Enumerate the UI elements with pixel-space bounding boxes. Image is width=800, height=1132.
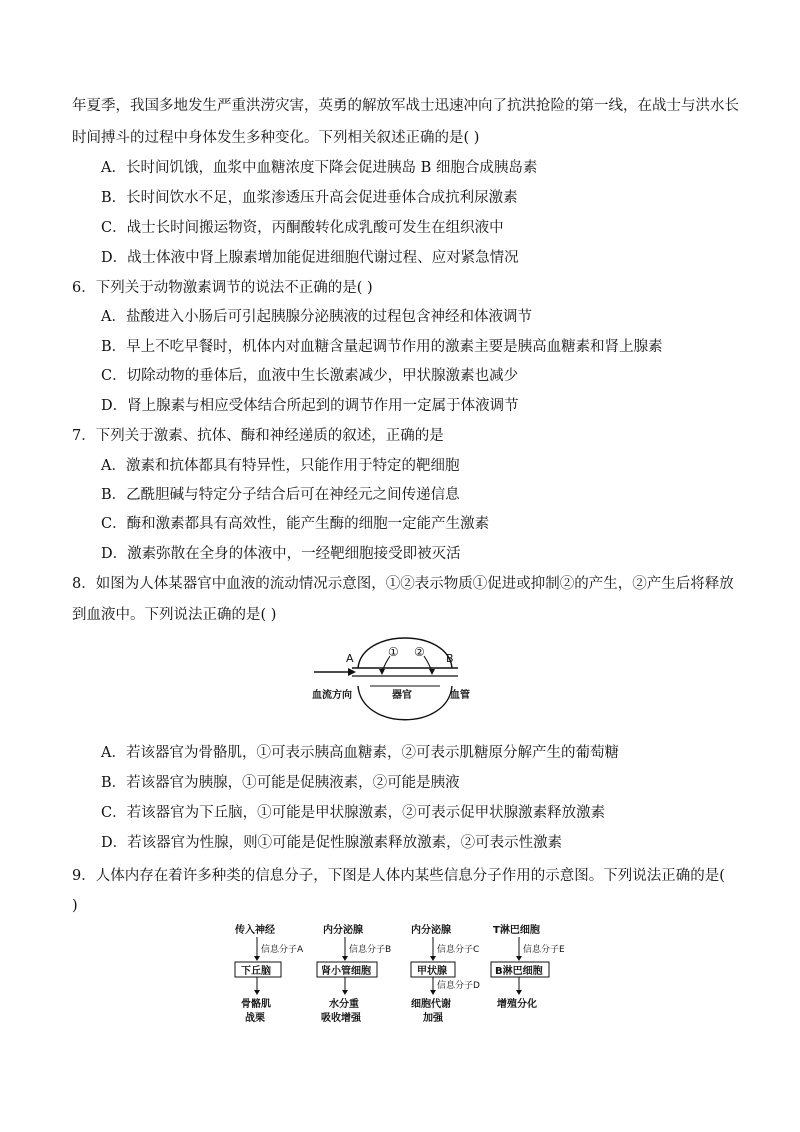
col4-arrowhead-1 [516,956,522,961]
q7-option-a: A．激素和抗体都具有特异性，只能作用于特定的靶细胞 [101,458,460,474]
q7-stem: 7．下列关于激素、抗体、酶和神经递质的叙述，正确的是 [72,428,444,444]
col2-signal: 信息分子B [349,945,392,955]
q5-stem-line2: 时间搏斗的过程中身体发生多种变化。下列相关叙述正确的是( ) [72,130,480,146]
q8-option-d: D．若该器官为性腺，则①可能是促性腺激素释放激素，②可表示性激素 [101,835,563,851]
q9-stem-line2: ) [72,898,78,914]
label-organ: 器官 [392,690,412,701]
col4-effect-line1: 增殖分化 [497,999,537,1010]
col1-target: 下丘脑 [241,966,271,977]
marker-2-arrowhead [429,669,435,675]
q6-option-b: B．早上不吃早餐时，机体内对血糖含量起调节作用的激素主要是胰高血糖素和肾上腺素 [101,339,663,355]
q9-column-3 [411,923,480,1024]
col1-signal: 信息分子A [261,945,304,955]
col3-target: 甲状腺 [417,966,447,977]
marker-2: ② [414,645,425,659]
q9-column-2 [317,923,391,1024]
q5-option-d: D．战士体液中肾上腺素增加能促进细胞代谢过程、应对紧急情况 [101,250,519,266]
label-vessel: 血管 [450,690,470,701]
q9-column-1 [234,923,304,1024]
q7-option-b: B．乙酰胆碱与特定分子结合后可在神经元之间传递信息 [101,487,460,503]
q8-stem-line2: 到血液中。下列说法正确的是( ) [72,607,277,623]
col4-target: B淋巴细胞 [495,966,543,977]
vessel-upper-arc [358,638,452,668]
flow-arrow-head [348,668,356,676]
col1-effect-line2: 战栗 [245,1013,265,1024]
q8-option-b: B．若该器官为胰腺，①可能是促胰液素，②可能是胰液 [101,775,460,791]
col2-arrowhead-1 [342,956,348,961]
q7-option-c: C．酶和激素都具有高效性，能产生酶的细胞一定能产生激素 [101,516,490,532]
col2-effect-line2: 吸收增强 [321,1013,361,1024]
q6-option-a: A．盐酸进入小肠后可引起胰腺分泌胰液的过程包含神经和体液调节 [101,309,532,325]
q9-stem-line1: 9．人体内存在着许多种类的信息分子，下图是人体内某些信息分子作用的示意图。下列说法正确的是( [72,868,725,884]
marker-1-arrowhead [379,669,385,675]
q8-option-a: A．若该器官为骨骼肌，①可表示胰高血糖素，②可表示肌糖原分解产生的葡萄糖 [101,745,619,761]
col3-source: 内分泌腺 [411,925,451,936]
col1-arrowhead-2 [254,990,260,995]
q6-option-d: D．肾上腺素与相应受体结合所起到的调节作用一定属于体液调节 [101,398,519,414]
col2-source: 内分泌腺 [323,925,363,936]
marker-1: ① [388,645,399,659]
col3-signal: 信息分子C [437,945,480,955]
col4-arrowhead-2 [516,990,522,995]
col4-signal: 信息分子E [523,945,565,955]
label-a: A [346,652,354,665]
col1-effect-line1: 骨骼肌 [241,999,271,1010]
col2-arrowhead-2 [342,990,348,995]
q8-option-c: C．若该器官为下丘脑，①可能是甲状腺激素，②可表示促甲状腺激素释放激素 [101,805,606,821]
col3-signal-2: 信息分子D [437,981,480,991]
q5-option-c: C．战士长时间搬运物资，丙酮酸转化成乳酸可发生在组织液中 [101,220,504,236]
col2-effect-line1: 水分重 [329,999,359,1010]
col3-effect-line2: 加强 [423,1013,443,1024]
label-b: B [446,652,454,665]
col3-arrowhead-2 [430,990,436,995]
col1-source: 传入神经 [235,925,275,936]
q5-option-b: B．长时间饮水不足，血浆渗透压升高会促进垂体合成抗利尿激素 [101,190,518,206]
q7-option-d: D．激素弥散在全身的体液中，一经靶细胞接受即被灭活 [101,546,461,562]
q9-signal-molecule-figure [225,920,585,1032]
q6-option-c: C．切除动物的垂体后，血液中生长激素减少，甲状腺激素也减少 [101,368,519,384]
col1-arrowhead-1 [254,956,260,961]
q5-stem-line1: 年夏季，我国多地发生严重洪涝灾害，英勇的解放军战士迅速冲向了抗洪抢险的第一线，在战士与洪水长 [72,98,739,114]
col2-target: 肾小管细胞 [321,966,371,977]
col3-effect-line1: 细胞代谢 [411,999,451,1010]
label-flow-direction: 血流方向 [312,690,352,701]
col3-arrowhead-1 [430,956,436,961]
q8-stem-line1: 8．如图为人体某器官中血液的流动情况示意图，①②表示物质①促进或抑制②的产生，②产生后将释放 [72,576,734,592]
col4-source: T淋巴细胞 [493,925,540,936]
q6-stem: 6．下列关于动物激素调节的说法不正确的是( ) [72,280,373,296]
q5-option-a: A．长时间饥饿，血浆中血糖浓度下降会促进胰岛 B 细胞合成胰岛素 [101,160,538,176]
q8-blood-flow-figure [300,636,510,724]
q9-column-4 [491,923,565,1010]
